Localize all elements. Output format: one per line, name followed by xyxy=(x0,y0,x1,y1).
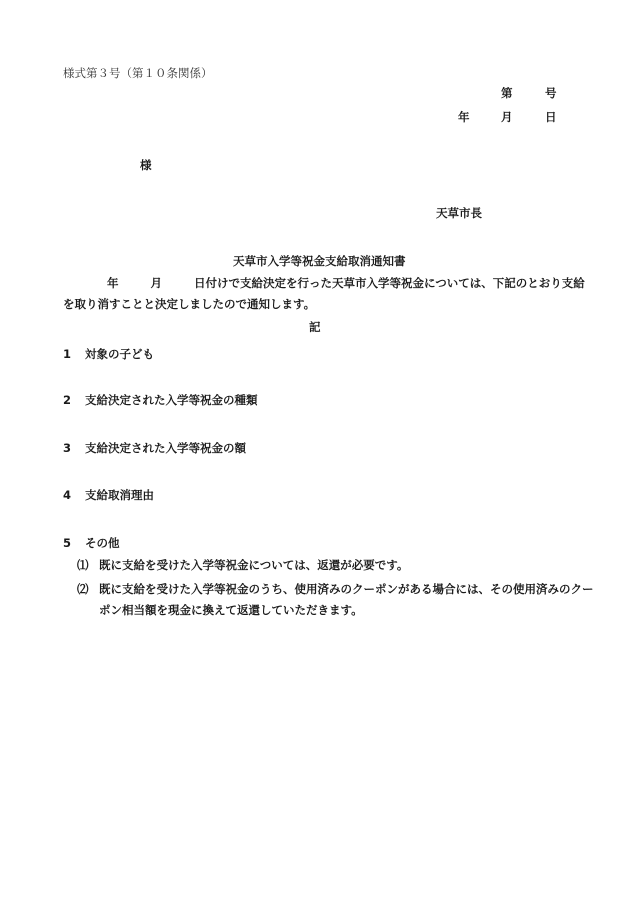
body-month: 月 xyxy=(150,276,162,290)
date-month-label: 月 xyxy=(501,110,513,124)
item-other: 5 その他 xyxy=(63,536,120,550)
date-day-label: 日 xyxy=(545,110,557,124)
item-target-child: 1 対象の子ども xyxy=(63,347,154,361)
ki-heading: 記 xyxy=(309,320,321,334)
item-grant-amount: 3 支給決定された入学等祝金の額 xyxy=(63,441,246,455)
document-number-suffix: 号 xyxy=(545,86,557,100)
other-note-2: ⑵ 既に支給を受けた入学等祝金のうち、使用済みのクーポンがある場合には、その使用済みのクー ポン相当額を現金に換えて返還していただきます。 xyxy=(77,582,594,617)
form-number: 様式第３号（第１０条関係） xyxy=(63,66,213,80)
addressee-honorific: 様 xyxy=(140,158,152,172)
sender-name: 天草市長 xyxy=(436,206,482,220)
other-note-1: ⑴ 既に支給を受けた入学等祝金については、返還が必要です。 xyxy=(77,558,409,572)
body-line1: 日付けで支給決定を行った天草市入学等祝金については、下記のとおり支給 xyxy=(194,276,585,290)
body-paragraph xyxy=(63,273,585,315)
date-year-label: 年 xyxy=(458,110,470,124)
document-title: 天草市入学等祝金支給取消通知書 xyxy=(233,254,406,268)
item-grant-type: 2 支給決定された入学等祝金の種類 xyxy=(63,393,258,407)
document-number-prefix: 第 xyxy=(501,86,513,100)
body-line2: を取り消すことと決定しましたので通知します。 xyxy=(63,297,316,311)
item-cancel-reason: 4 支給取消理由 xyxy=(63,488,154,502)
body-year: 年 xyxy=(107,276,119,290)
